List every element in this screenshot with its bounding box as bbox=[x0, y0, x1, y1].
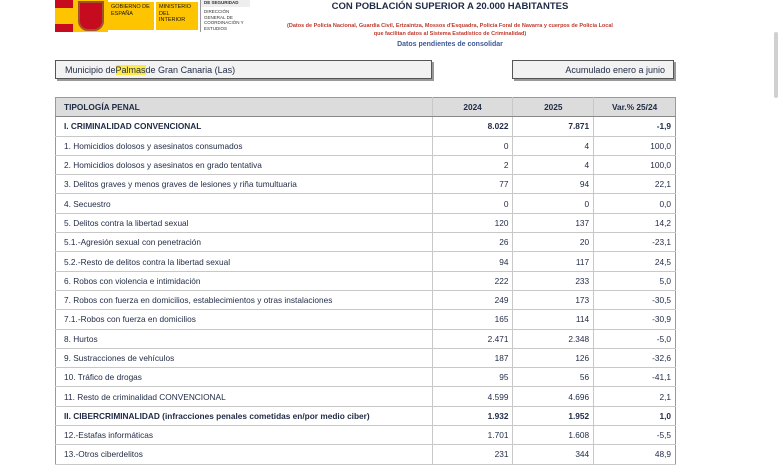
value-2025: 233 bbox=[513, 271, 594, 290]
value-2025: 94 bbox=[513, 175, 594, 194]
value-2024: 8.022 bbox=[432, 117, 513, 136]
table-row bbox=[56, 252, 676, 271]
crime-statistics-table bbox=[55, 97, 676, 465]
value-2025: 56 bbox=[513, 368, 594, 387]
ministry-label: MINISTERIO DEL INTERIOR bbox=[156, 2, 198, 30]
value-2024: 120 bbox=[432, 213, 513, 232]
value-variation: 22,1 bbox=[594, 175, 676, 194]
table-row bbox=[56, 426, 676, 445]
data-source-line-2: que facilitan datos al Sistema Estadístico de Criminalidad) bbox=[373, 31, 527, 37]
government-label: GOBIERNO DE ESPAÑA bbox=[108, 2, 154, 30]
value-2024: 187 bbox=[432, 348, 513, 367]
table-row bbox=[56, 136, 676, 155]
table-row bbox=[56, 329, 676, 348]
value-2025: 173 bbox=[513, 290, 594, 309]
row-label: 13.-Otros ciberdelitos bbox=[56, 445, 433, 464]
value-2024: 77 bbox=[432, 175, 513, 194]
row-label: 4. Secuestro bbox=[56, 194, 433, 213]
value-2024: 165 bbox=[432, 310, 513, 329]
value-2024: 4.599 bbox=[432, 387, 513, 406]
row-label: 11. Resto de criminalidad CONVENCIONAL bbox=[56, 387, 433, 406]
value-2024: 222 bbox=[432, 271, 513, 290]
value-variation: -23,1 bbox=[594, 233, 676, 252]
value-2025: 7.871 bbox=[513, 117, 594, 136]
value-variation: 48,9 bbox=[594, 445, 676, 464]
row-label: 7.1.-Robos con fuerza en domicilios bbox=[56, 310, 433, 329]
table-row bbox=[56, 233, 676, 252]
value-variation: -32,6 bbox=[594, 348, 676, 367]
value-2025: 117 bbox=[513, 252, 594, 271]
value-variation: -30,9 bbox=[594, 310, 676, 329]
table-row bbox=[56, 194, 676, 213]
row-label: 8. Hurtos bbox=[56, 329, 433, 348]
period-box: Acumulado enero a junio bbox=[512, 60, 674, 79]
data-source-line-1: (Datos de Policía Nacional, Guardia Civil, Ertzaintza, Mossos d'Esquadra, Policía Foral de Navarra y cuerpos de Policía Local bbox=[287, 23, 613, 29]
value-variation: 0,0 bbox=[594, 194, 676, 213]
row-label: 6. Robos con violencia e intimidación bbox=[56, 271, 433, 290]
value-variation: -41,1 bbox=[594, 368, 676, 387]
value-2024: 1.932 bbox=[432, 406, 513, 425]
report-title: CON POBLACIÓN SUPERIOR A 20.000 HABITANTES bbox=[331, 1, 569, 12]
value-2024: 2.471 bbox=[432, 329, 513, 348]
table-row bbox=[56, 348, 676, 367]
pending-note: Datos pendientes de consolidar bbox=[397, 41, 503, 48]
value-2025: 126 bbox=[513, 348, 594, 367]
value-2024: 0 bbox=[432, 194, 513, 213]
table-row bbox=[56, 271, 676, 290]
value-variation: -5,0 bbox=[594, 329, 676, 348]
value-2024: 249 bbox=[432, 290, 513, 309]
value-variation: -5,5 bbox=[594, 426, 676, 445]
value-2025: 4 bbox=[513, 155, 594, 174]
value-2025: 137 bbox=[513, 213, 594, 232]
table-header-row bbox=[56, 98, 676, 117]
row-label: 12.-Estafas informáticas bbox=[56, 426, 433, 445]
value-2024: 2 bbox=[432, 155, 513, 174]
municipality-highlight: Palmas bbox=[115, 64, 146, 75]
scrollbar[interactable] bbox=[774, 32, 778, 98]
header-typology: TIPOLOGÍA PENAL bbox=[56, 98, 433, 117]
value-variation: -1,9 bbox=[594, 117, 676, 136]
table-row bbox=[56, 368, 676, 387]
value-2025: 1.952 bbox=[513, 406, 594, 425]
data-source-note bbox=[280, 22, 620, 38]
row-label: 5. Delitos contra la libertad sexual bbox=[56, 213, 433, 232]
row-label: 5.2.-Resto de delitos contra la libertad sexual bbox=[56, 252, 433, 271]
coat-of-arms-icon bbox=[73, 0, 108, 32]
row-label: 10. Tráfico de drogas bbox=[56, 368, 433, 387]
value-variation: 100,0 bbox=[594, 136, 676, 155]
header-2025: 2025 bbox=[513, 98, 594, 117]
value-2025: 4 bbox=[513, 136, 594, 155]
municipality-box bbox=[55, 60, 432, 79]
row-label: 5.1.-Agresión sexual con penetración bbox=[56, 233, 433, 252]
value-variation: 14,2 bbox=[594, 213, 676, 232]
header-2024: 2024 bbox=[432, 98, 513, 117]
value-variation: -30,5 bbox=[594, 290, 676, 309]
spain-flag-icon bbox=[55, 0, 73, 32]
table-row bbox=[56, 213, 676, 232]
table-row bbox=[56, 155, 676, 174]
value-2024: 1.701 bbox=[432, 426, 513, 445]
value-2024: 231 bbox=[432, 445, 513, 464]
value-variation: 1,0 bbox=[594, 406, 676, 425]
table-row bbox=[56, 290, 676, 309]
table-row bbox=[56, 406, 676, 425]
value-variation: 100,0 bbox=[594, 155, 676, 174]
value-2024: 95 bbox=[432, 368, 513, 387]
municipality-prefix: Municipio de bbox=[65, 64, 116, 75]
value-2025: 4.696 bbox=[513, 387, 594, 406]
row-label: 2. Homicidios dolosos y asesinatos en grado tentativa bbox=[56, 155, 433, 174]
row-label: I. CRIMINALIDAD CONVENCIONAL bbox=[56, 117, 433, 136]
value-variation: 24,5 bbox=[594, 252, 676, 271]
municipality-suffix: de Gran Canaria (Las) bbox=[145, 64, 236, 75]
table-row bbox=[56, 117, 676, 136]
row-label: 7. Robos con fuerza en domicilios, establecimientos y otras instalaciones bbox=[56, 290, 433, 309]
security-label: DE SEGURIDAD bbox=[201, 0, 250, 7]
table-row bbox=[56, 310, 676, 329]
value-2024: 0 bbox=[432, 136, 513, 155]
report-header bbox=[0, 0, 780, 60]
value-2024: 94 bbox=[432, 252, 513, 271]
table-row bbox=[56, 387, 676, 406]
value-variation: 5,0 bbox=[594, 271, 676, 290]
value-2025: 0 bbox=[513, 194, 594, 213]
directorate-label bbox=[200, 0, 250, 32]
value-2025: 20 bbox=[513, 233, 594, 252]
value-variation: 2,1 bbox=[594, 387, 676, 406]
value-2025: 114 bbox=[513, 310, 594, 329]
value-2025: 1.608 bbox=[513, 426, 594, 445]
row-label: II. CIBERCRIMINALIDAD (infracciones penales cometidas en/por medio ciber) bbox=[56, 406, 433, 425]
row-label: 1. Homicidios dolosos y asesinatos consumados bbox=[56, 136, 433, 155]
value-2025: 2.348 bbox=[513, 329, 594, 348]
value-2024: 26 bbox=[432, 233, 513, 252]
row-label: 3. Delitos graves y menos graves de lesiones y riña tumultuaria bbox=[56, 175, 433, 194]
header-variation: Var.% 25/24 bbox=[594, 98, 676, 117]
row-label: 9. Sustracciones de vehículos bbox=[56, 348, 433, 367]
value-2025: 344 bbox=[513, 445, 594, 464]
table-row bbox=[56, 175, 676, 194]
directorate-text: DIRECCIÓN GENERAL DE COORDINACIÓN Y ESTUDIOS bbox=[204, 9, 244, 31]
